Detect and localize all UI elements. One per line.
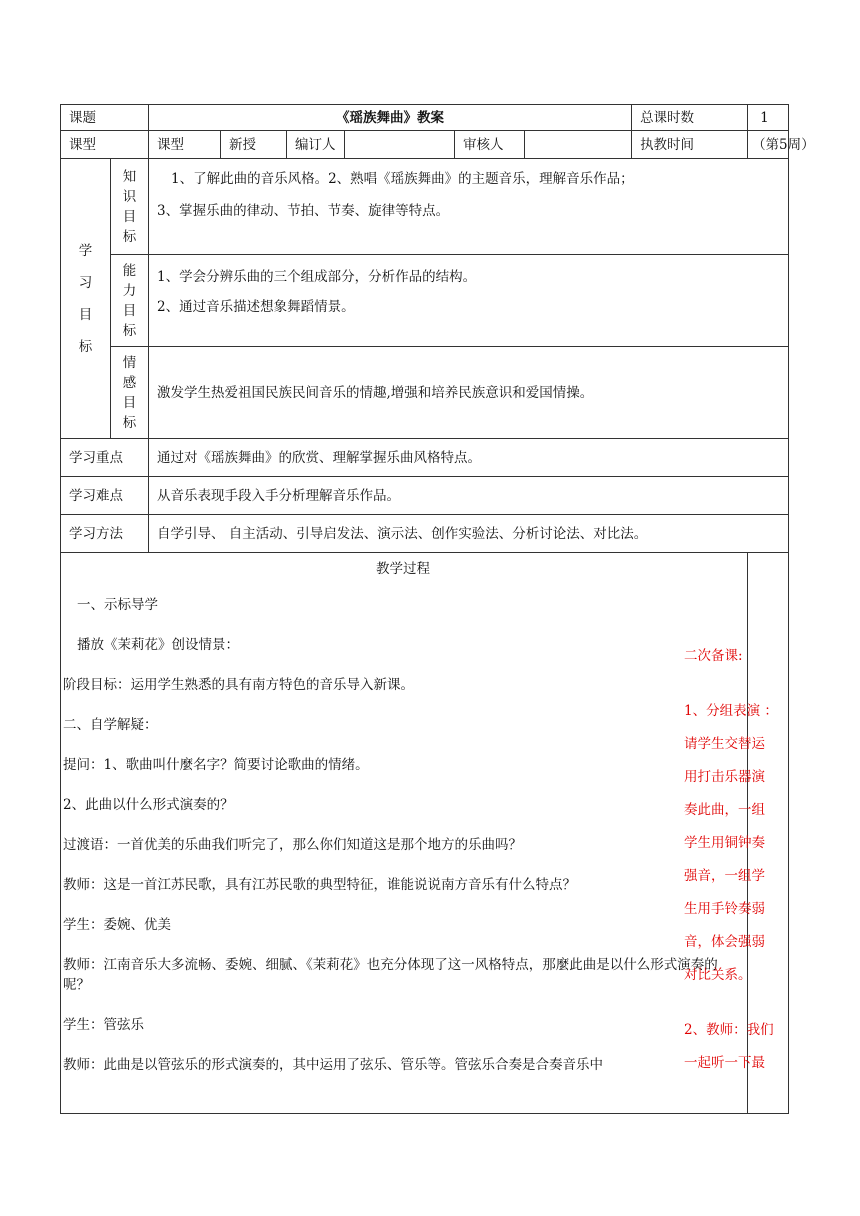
- difficulties-label: 学习难点: [61, 477, 149, 515]
- ability-goal-content: [149, 255, 789, 347]
- label-char: 感: [122, 374, 137, 391]
- emotion-goal-content: [149, 347, 789, 439]
- process-paragraph: 过渡语：一首优美的乐曲我们听完了，那么你们知道这是那个地方的乐曲吗？: [63, 837, 522, 853]
- side-note-line: 生用手铃奏弱: [684, 901, 765, 917]
- process-paragraph: 学生：委婉、优美: [63, 917, 171, 933]
- side-note-line: 对比关系。: [684, 967, 752, 983]
- knowledge-goal-row: [61, 159, 789, 255]
- process-paragraph: 教师：江南音乐大多流畅、委婉、细腻、《茉莉花》也充分体现了这一风格特点，那麼此曲是以什么形式演奏的呢？: [63, 957, 718, 993]
- side-note-line: 2、教师：我们: [684, 1022, 774, 1038]
- process-paragraph: 教师：这是一首江苏民歌，具有江苏民歌的典型特征，谁能说说南方音乐有什么特点？: [63, 877, 576, 893]
- learning-goals-label: [61, 159, 111, 439]
- reviewer-value: [525, 131, 632, 159]
- label-char: 目: [122, 394, 137, 411]
- teaching-process-cell: [61, 553, 748, 1114]
- knowledge-line: 1、了解此曲的音乐风格。2、熟唱《瑶族舞曲》的主题音乐，理解音乐作品；: [171, 171, 634, 187]
- ability-line: 2、通过音乐描述想象舞蹈情景。: [157, 299, 355, 315]
- process-paragraph: 阶段目标：运用学生熟悉的具有南方特色的音乐导入新课。: [63, 677, 414, 693]
- label-char: 情: [122, 354, 137, 371]
- methods-row: [61, 515, 789, 553]
- total-hours-value: 1: [748, 105, 789, 131]
- goals-char: 习: [78, 274, 93, 291]
- course-type-value: 新授: [221, 131, 287, 159]
- label-char: 识: [122, 188, 137, 205]
- label-char: 标: [122, 228, 137, 245]
- label-char: 标: [122, 322, 137, 339]
- process-paragraph: 教师：此曲是以管弦乐的形式演奏的，其中运用了弦乐、管乐等。管弦乐合奏是合奏音乐中: [63, 1057, 603, 1073]
- label-char: 知: [122, 168, 137, 185]
- lesson-title: 《瑶族舞曲》教案: [149, 105, 632, 131]
- ability-goal-row: [61, 255, 789, 347]
- key-points-value: 通过对《瑶族舞曲》的欣赏、理解掌握乐曲风格特点。: [149, 439, 789, 477]
- side-notes: [678, 640, 792, 1080]
- side-note-line: 二次备课:: [684, 648, 743, 664]
- knowledge-goal-label: [111, 159, 149, 255]
- label-char: 目: [122, 302, 137, 319]
- process-paragraph: 提问：1、歌曲叫什麼名字？简要讨论歌曲的情绪。: [63, 757, 369, 773]
- emotion-goal-row: [61, 347, 789, 439]
- label-char: 能: [122, 262, 137, 279]
- teach-time-value: （第5周）: [748, 131, 789, 159]
- knowledge-line: 3、掌握乐曲的律动、节拍、节奏、旋律等特点。: [157, 203, 450, 219]
- methods-value: 自学引导、 自主活动、引导启发法、演示法、创作实验法、分析讨论法、对比法。: [149, 515, 789, 553]
- course-type-label: 课型: [61, 131, 149, 159]
- difficulties-row: [61, 477, 789, 515]
- label-char: 目: [122, 208, 137, 225]
- process-paragraph: 二、自学解疑：: [63, 717, 158, 733]
- editor-label: 编订人: [287, 131, 345, 159]
- reviewer-label: 审核人: [455, 131, 525, 159]
- header-row: [61, 105, 789, 131]
- label-char: 标: [122, 414, 137, 431]
- teach-time-label: 执教时间: [632, 131, 748, 159]
- label-char: 力: [122, 282, 137, 299]
- goals-char: 目: [78, 306, 93, 323]
- total-hours-label: 总课时数: [632, 105, 748, 131]
- side-note-line: 请学生交替运: [684, 736, 765, 752]
- side-note-line: 学生用铜钟奏: [684, 835, 765, 851]
- subject-label: 课题: [61, 105, 149, 131]
- methods-label: 学习方法: [61, 515, 149, 553]
- ability-line: 1、学会分辨乐曲的三个组成部分，分析作品的结构。: [157, 269, 477, 285]
- emotion-goal-label: [111, 347, 149, 439]
- key-points-label: 学习重点: [61, 439, 149, 477]
- editor-value: [345, 131, 455, 159]
- side-note-line: 音，体会强弱: [684, 934, 765, 950]
- key-points-row: [61, 439, 789, 477]
- knowledge-goal-content: [149, 159, 789, 255]
- goals-char: 标: [78, 338, 93, 355]
- process-paragraph: 学生：管弦乐: [63, 1017, 144, 1033]
- process-paragraph: 播放《茉莉花》创设情景：: [77, 637, 239, 653]
- course-type-row: [61, 131, 789, 159]
- difficulties-value: 从音乐表现手段入手分析理解音乐作品。: [149, 477, 789, 515]
- process-paragraph: 2、此曲以什么形式演奏的？: [63, 797, 234, 813]
- goals-char: 学: [78, 242, 93, 259]
- course-type-label-2: 课型: [149, 131, 221, 159]
- emotion-line: 激发学生热爱祖国民族民间音乐的情趣,增强和培养民族意识和爱国情操。: [157, 384, 594, 401]
- process-paragraph: 一、示标导学: [77, 597, 158, 613]
- side-note-line: 用打击乐器演: [684, 769, 765, 785]
- side-note-line: 奏此曲，一组: [684, 802, 765, 818]
- process-title: 教学过程: [376, 561, 431, 577]
- side-note-line: 一起听一下最: [684, 1055, 765, 1071]
- side-note-line: 强音，一组学: [684, 868, 765, 884]
- ability-goal-label: [111, 255, 149, 347]
- side-note-line: 1、分组表演 ：: [684, 703, 778, 719]
